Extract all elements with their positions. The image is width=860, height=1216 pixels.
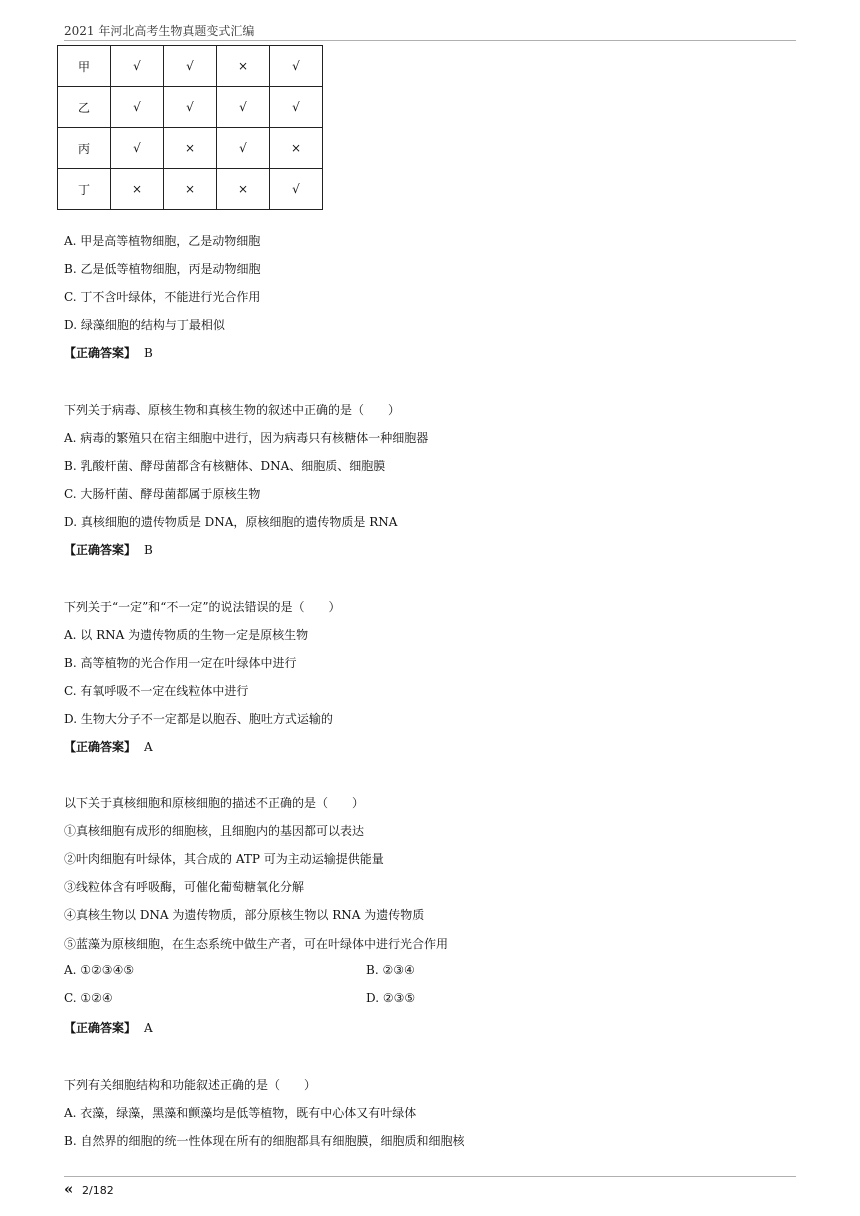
q3-stem: 下列关于“一定”和“不一定”的说法错误的是（ ）	[64, 600, 341, 614]
q4-statement: ②叶肉细胞有叶绿体，其合成的 ATP 可为主动运输提供能量	[64, 852, 384, 866]
table-cell: ×	[217, 46, 270, 87]
q1-option-c: C. 丁不含叶绿体，不能进行光合作用	[64, 290, 261, 304]
table-cell: 丁	[58, 169, 111, 210]
q2-option-d: D. 真核细胞的遗传物质是 DNA，原核细胞的遗传物质是 RNA	[64, 515, 398, 529]
table-row	[58, 128, 323, 169]
table-cell: ×	[164, 128, 217, 169]
table-cell: 乙	[58, 87, 111, 128]
q3-option-b: B. 高等植物的光合作用一定在叶绿体中进行	[64, 656, 297, 670]
answer-value: A	[144, 1021, 153, 1035]
table-row	[58, 46, 323, 87]
document-title: 2021 年河北高考生物真题变式汇编	[64, 24, 255, 38]
table-cell: 甲	[58, 46, 111, 87]
answer-label: 【正确答案】	[64, 346, 137, 360]
q3-option-d: D. 生物大分子不一定都是以胞吞、胞吐方式运输的	[64, 712, 333, 726]
q1-option-b: B. 乙是低等植物细胞，丙是动物细胞	[64, 262, 261, 276]
page-header	[64, 20, 796, 41]
table-cell: 丙	[58, 128, 111, 169]
table-row	[58, 87, 323, 128]
table-cell: √	[164, 46, 217, 87]
q4-statement: ⑤蓝藻为原核细胞，在生态系统中做生产者，可在叶绿体中进行光合作用	[64, 937, 449, 951]
table-cell: ×	[111, 169, 164, 210]
q2-option-a: A. 病毒的繁殖只在宿主细胞中进行，因为病毒只有核糖体一种细胞器	[64, 431, 429, 445]
q5-stem: 下列有关细胞结构和功能叙述正确的是（ ）	[64, 1078, 317, 1092]
q3-option-c: C. 有氧呼吸不一定在线粒体中进行	[64, 684, 249, 698]
page-footer	[64, 1176, 796, 1198]
answer-label: 【正确答案】	[64, 543, 137, 557]
answer-value: A	[144, 740, 153, 754]
q4-option-d: D. ②③⑤	[366, 991, 416, 1005]
q4-option-b: B. ②③④	[366, 963, 415, 977]
table-cell: √	[217, 87, 270, 128]
double-chevron-left-icon: «	[64, 1180, 74, 1198]
table-cell: √	[217, 128, 270, 169]
q1-answer	[64, 344, 153, 361]
q4-statement: ④真核生物以 DNA 为遗传物质，部分原核生物以 RNA 为遗传物质	[64, 908, 425, 922]
q2-stem: 下列关于病毒、原核生物和真核生物的叙述中正确的是（ ）	[64, 403, 401, 417]
table-row	[58, 169, 323, 210]
q5-option-a: A. 衣藻，绿藻，黑藻和颤藻均是低等植物，既有中心体又有叶绿体	[64, 1106, 417, 1120]
q2-option-b: B. 乳酸杆菌、酵母菌都含有核糖体、DNA、细胞质、细胞膜	[64, 459, 386, 473]
q2-answer	[64, 541, 153, 558]
table-cell: ×	[164, 169, 217, 210]
table-cell: √	[111, 87, 164, 128]
q2-option-c: C. 大肠杆菌、酵母菌都属于原核生物	[64, 487, 261, 501]
cell-structure-table	[57, 45, 323, 210]
q3-option-a: A. 以 RNA 为遗传物质的生物一定是原核生物	[64, 628, 309, 642]
table-cell: √	[270, 46, 323, 87]
q4-statement: ③线粒体含有呼吸酶，可催化葡萄糖氧化分解	[64, 880, 305, 894]
q3-answer	[64, 738, 153, 755]
table-cell: √	[270, 87, 323, 128]
table-cell: √	[111, 128, 164, 169]
answer-label: 【正确答案】	[64, 740, 137, 754]
q4-answer	[64, 1019, 153, 1036]
q5-option-b: B. 自然界的细胞的统一性体现在所有的细胞都具有细胞膜，细胞质和细胞核	[64, 1134, 465, 1148]
q4-stem: 以下关于真核细胞和原核细胞的描述不正确的是（ ）	[64, 796, 365, 810]
answer-value: B	[144, 543, 153, 557]
q4-option-a: A. ①②③④⑤	[64, 963, 135, 977]
answer-label: 【正确答案】	[64, 1021, 137, 1035]
q4-option-c: C. ①②④	[64, 991, 113, 1005]
table-cell: ×	[270, 128, 323, 169]
table-cell: √	[270, 169, 323, 210]
q1-option-d: D. 绿藻细胞的结构与丁最相似	[64, 318, 225, 332]
table-cell: √	[111, 46, 164, 87]
table-cell: ×	[217, 169, 270, 210]
q4-statement: ①真核细胞有成形的细胞核，且细胞内的基因都可以表达	[64, 824, 365, 838]
answer-value: B	[144, 346, 153, 360]
table-cell: √	[164, 87, 217, 128]
q1-option-a: A. 甲是高等植物细胞，乙是动物细胞	[64, 234, 261, 248]
page-number: 2/182	[82, 1184, 114, 1197]
